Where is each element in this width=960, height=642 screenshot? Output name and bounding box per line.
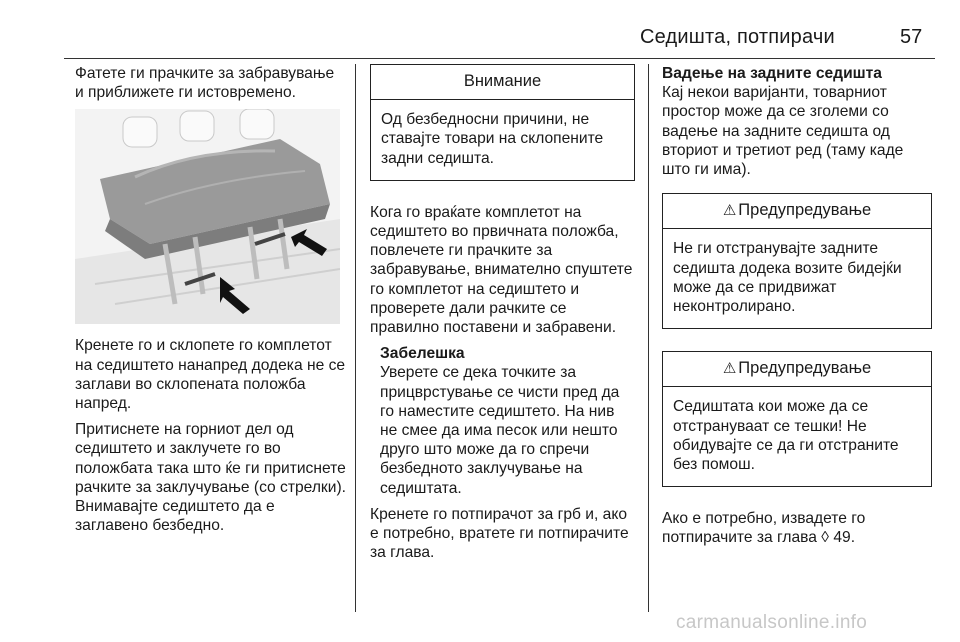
page-number: 57 bbox=[900, 26, 923, 48]
column-divider-2 bbox=[648, 64, 649, 612]
column-left bbox=[75, 64, 347, 542]
backrest-paragraph: Кренете го потпирачот за грб и, ако е потребно, вратете ги потпирачите за глава. bbox=[370, 505, 629, 562]
return-paragraph: Кога го враќате комплетот на седиштето во првичната положба, повлечете ги прачките за забравување, внимателно спуштете го комплетот на седиштето и проверете дали рачките се правилно поставени и забравени. bbox=[370, 203, 633, 337]
warning-box-2 bbox=[662, 351, 932, 487]
header-rule bbox=[64, 58, 935, 59]
column-middle bbox=[370, 64, 635, 569]
page-title: Седишта, потпирачи bbox=[640, 26, 835, 48]
lock-paragraph: Притиснете на горниот дел од седиштето и заклучете го во положбата така што ќе ги притиснете рачките за заклучување (со стрелки). Внимавајте седиштето да е заглавено безбедно. bbox=[75, 421, 346, 535]
seat-folding-illustration bbox=[75, 109, 340, 324]
warning-header-1 bbox=[663, 194, 931, 229]
note-block bbox=[370, 344, 635, 498]
warning-title-2: Предупредување bbox=[738, 359, 872, 378]
caution-box bbox=[370, 64, 635, 181]
headrest-paragraph bbox=[662, 509, 932, 547]
page-reference-link[interactable]: 49. bbox=[833, 529, 856, 547]
intro-paragraph: Фатете ги прачките за забравување и приближете ги истовремено. bbox=[75, 65, 335, 102]
page-reference-icon: ◊ bbox=[821, 529, 829, 547]
watermark: carmanualsonline.info bbox=[676, 612, 868, 633]
section-heading: Вадење на задните седишта bbox=[662, 65, 882, 82]
warning-body-2: Седиштата кои може да се отстрануваат се тешки! Не обидувајте се да ги отстраните без помош. bbox=[673, 398, 899, 474]
column-divider-1 bbox=[355, 64, 356, 612]
warning-triangle-icon: ⚠ bbox=[722, 360, 737, 378]
note-body: Уверете се дека точките за прицврстување се чисти пред да го наместите седиштето. На нив не смее да има песок или нешто друго што може да го спречи безбедното заклучување на седиштата. bbox=[380, 364, 620, 497]
caution-title: Внимание bbox=[371, 65, 634, 100]
note-title: Забелешка bbox=[380, 345, 465, 363]
warning-header-2 bbox=[663, 352, 931, 387]
warning-box-1 bbox=[662, 193, 932, 329]
section-body: Кај некои варијанти, товарниот простор може да се зголеми со вадење на задните седишта од вториот и третиот ред (таму каде што ги има). bbox=[662, 84, 904, 179]
warning-triangle-icon: ⚠ bbox=[722, 202, 737, 220]
fold-paragraph: Кренете го и склопете го комплетот на седиштето нанапред додека не се заглави во склопената положба напред. bbox=[75, 337, 346, 413]
seat-illustration-svg bbox=[75, 109, 340, 324]
column-right bbox=[662, 64, 932, 555]
warning-title-1: Предупредување bbox=[738, 201, 872, 220]
warning-body-1: Не ги отстранувајте задните седишта додека возите бидејќи може да се придвижат неконтролирано. bbox=[673, 240, 902, 316]
caution-body: Од безбедносни причини, не ставајте товари на склопените задни седишта. bbox=[381, 111, 604, 167]
headrest-text: Ако е потребно, извадете го потпирачите за глава bbox=[662, 510, 866, 547]
